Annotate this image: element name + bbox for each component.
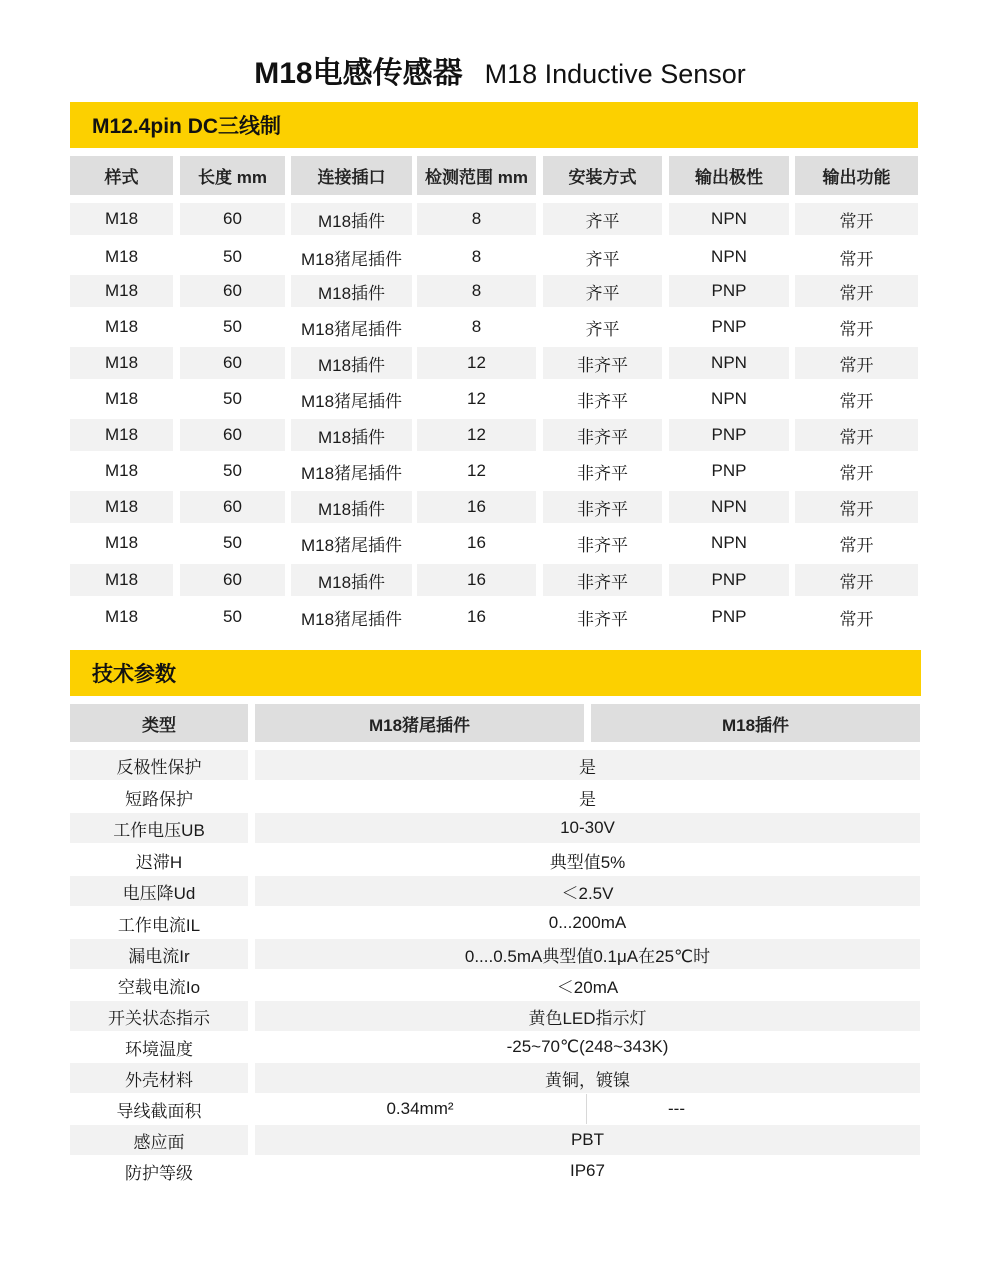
cell-range: 12 [417, 347, 536, 379]
cell-range: 8 [471, 317, 482, 336]
cell-connector: M18猪尾插件 [300, 609, 403, 629]
cell-mounting: 齐平 [543, 275, 662, 307]
cell-connector: M18猪尾插件 [300, 319, 403, 339]
cell-style: M18 [70, 275, 173, 307]
spec-label: 漏电流Ir [70, 939, 248, 969]
header-plug: M18插件 [591, 704, 920, 742]
cell-connector: M18猪尾插件 [300, 535, 403, 555]
title-cn: M18电感传感器 [254, 57, 463, 90]
spec-value: 黄色LED指示灯 [255, 1001, 920, 1031]
cell-range: 8 [417, 275, 536, 307]
cell-style: M18 [70, 491, 173, 523]
cell-function: 常开 [839, 391, 874, 411]
cell-length: 60 [180, 564, 285, 596]
spec-value: 黄铜，镀镍 [255, 1063, 920, 1093]
spec-value: 10-30V [255, 813, 920, 843]
spec-value: ＜20mA [556, 977, 619, 997]
cell-mounting: 非齐平 [577, 391, 628, 411]
header-range: 检测范围 mm [417, 156, 536, 195]
cell-function: 常开 [795, 275, 918, 307]
cell-range: 16 [417, 491, 536, 523]
cell-connector: M18插件 [291, 347, 412, 379]
spec-value: 0...200mA [548, 913, 627, 932]
spec-label: 迟滞H [135, 852, 183, 872]
cell-polarity: NPN [669, 203, 789, 235]
cell-mounting: 非齐平 [543, 491, 662, 523]
spec-label: 外壳材料 [70, 1063, 248, 1093]
header-length: 长度 mm [180, 156, 285, 195]
cell-mounting: 非齐平 [543, 564, 662, 596]
spec-label: 工作电流IL [117, 915, 201, 935]
spec-value: 0....0.5mA典型值0.1μA在25℃时 [255, 939, 920, 969]
cell-range: 12 [467, 461, 486, 480]
cell-connector: M18猪尾插件 [300, 391, 403, 411]
cell-function: 常开 [839, 463, 874, 483]
cell-polarity: NPN [711, 247, 747, 266]
spec-label: 环境温度 [125, 1039, 193, 1059]
cell-mounting: 齐平 [585, 249, 620, 269]
spec-value: IP67 [570, 1161, 605, 1180]
spec-value-pigtail: 0.34mm² [386, 1099, 454, 1118]
cell-connector: M18插件 [291, 419, 412, 451]
cell-polarity: PNP [669, 564, 789, 596]
spec-value: PBT [255, 1125, 920, 1155]
cell-polarity: PNP [711, 317, 747, 336]
cell-length: 60 [180, 275, 285, 307]
cell-function: 常开 [839, 249, 874, 269]
cell-polarity: PNP [711, 461, 747, 480]
cell-mounting: 非齐平 [577, 609, 628, 629]
cell-polarity: NPN [711, 389, 747, 408]
header-mounting: 安装方式 [543, 156, 662, 195]
cell-length: 60 [180, 491, 285, 523]
cell-range: 16 [417, 564, 536, 596]
cell-polarity: PNP [711, 607, 747, 626]
spec-value-plug: --- [668, 1099, 685, 1118]
spec-label: 电压降Ud [70, 876, 248, 906]
cell-function: 常开 [839, 319, 874, 339]
cell-connector: M18猪尾插件 [300, 249, 403, 269]
spec-value: 是 [579, 789, 596, 809]
cell-style: M18 [104, 389, 139, 408]
cell-polarity: NPN [669, 491, 789, 523]
header-function: 输出功能 [795, 156, 918, 195]
cell-range: 16 [467, 607, 486, 626]
spec-label: 反极性保护 [70, 750, 248, 780]
section1-band: M12.4pin DC三线制 [70, 102, 918, 148]
cell-style: M18 [104, 533, 139, 552]
section2-band: 技术参数 [70, 650, 921, 696]
cell-length: 50 [223, 247, 242, 266]
cell-connector: M18插件 [291, 491, 412, 523]
cell-mounting: 非齐平 [543, 347, 662, 379]
cell-function: 常开 [795, 203, 918, 235]
cell-connector: M18插件 [291, 203, 412, 235]
cell-length: 60 [180, 347, 285, 379]
header-polarity: 输出极性 [669, 156, 789, 195]
spec-label: 短路保护 [125, 789, 193, 809]
cell-mounting: 齐平 [585, 319, 620, 339]
spec-label: 感应面 [70, 1125, 248, 1155]
cell-range: 12 [467, 389, 486, 408]
cell-mounting: 齐平 [543, 203, 662, 235]
cell-style: M18 [70, 347, 173, 379]
spec-label: 工作电压UB [70, 813, 248, 843]
spec-value: -25~70℃(248~343K) [506, 1037, 669, 1056]
page-title [0, 48, 1000, 92]
cell-mounting: 非齐平 [543, 419, 662, 451]
cell-polarity: PNP [669, 275, 789, 307]
cell-style: M18 [104, 247, 139, 266]
cell-length: 60 [180, 419, 285, 451]
cell-mounting: 非齐平 [577, 535, 628, 555]
cell-range: 16 [467, 533, 486, 552]
cell-style: M18 [70, 564, 173, 596]
title-en: M18 Inductive Sensor [484, 59, 746, 89]
spec-label: 导线截面积 [116, 1101, 202, 1121]
cell-polarity: PNP [669, 419, 789, 451]
cell-polarity: NPN [669, 347, 789, 379]
header-pigtail: M18猪尾插件 [255, 704, 584, 742]
cell-function: 常开 [795, 347, 918, 379]
header-type: 类型 [70, 704, 248, 742]
column-divider [586, 1094, 587, 1124]
cell-connector: M18插件 [291, 275, 412, 307]
spec-label: 开关状态指示 [70, 1001, 248, 1031]
cell-range: 12 [417, 419, 536, 451]
cell-style: M18 [104, 461, 139, 480]
cell-length: 50 [223, 317, 242, 336]
cell-style: M18 [70, 419, 173, 451]
cell-length: 50 [223, 389, 242, 408]
header-connector: 连接插口 [291, 156, 412, 195]
spec-value: 典型值5% [549, 852, 626, 872]
cell-range: 8 [471, 247, 482, 266]
cell-range: 8 [417, 203, 536, 235]
cell-length: 60 [180, 203, 285, 235]
cell-function: 常开 [839, 535, 874, 555]
cell-mounting: 非齐平 [577, 463, 628, 483]
spec-value: ＜2.5V [255, 876, 920, 906]
cell-style: M18 [104, 607, 139, 626]
cell-length: 50 [223, 533, 242, 552]
cell-length: 50 [223, 461, 242, 480]
cell-style: M18 [70, 203, 173, 235]
cell-connector: M18插件 [291, 564, 412, 596]
spec-value: 是 [255, 750, 920, 780]
cell-function: 常开 [795, 564, 918, 596]
cell-function: 常开 [795, 419, 918, 451]
header-style: 样式 [70, 156, 173, 195]
cell-polarity: NPN [711, 533, 747, 552]
spec-label: 防护等级 [125, 1163, 193, 1183]
cell-connector: M18猪尾插件 [300, 463, 403, 483]
cell-style: M18 [104, 317, 139, 336]
cell-function: 常开 [795, 491, 918, 523]
spec-label: 空载电流Io [117, 977, 201, 997]
cell-length: 50 [223, 607, 242, 626]
cell-function: 常开 [839, 609, 874, 629]
